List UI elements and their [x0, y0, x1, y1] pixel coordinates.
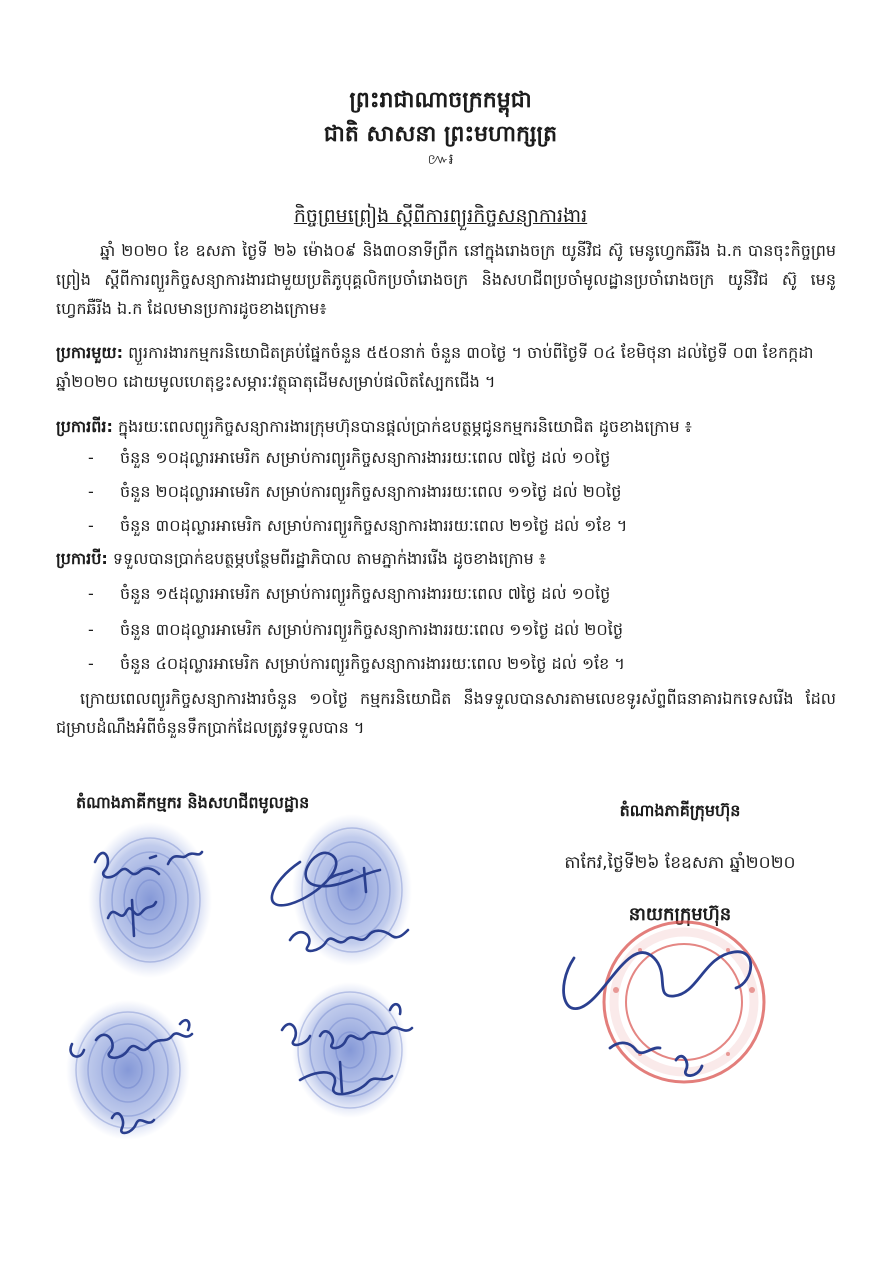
national-motto-line1: ព្រះរាជាណាចក្រកម្ពុជា: [349, 88, 532, 113]
clause-3-text: ទទួលបានប្រាក់ឧបត្ថម្ភបន្ថែមពីរដ្ឋាភិបាល តាមភ្នាក់ងាររើង ដូចខាងក្រោម ៖: [112, 549, 546, 568]
worker-representative-heading: តំណាងភាគីកម្មករ និងសហជីពមូលដ្ឋាន: [76, 793, 310, 812]
clause-3-label: ប្រការបី:: [56, 549, 108, 568]
clause-3-item-3: - ចំនួន ៤០ដុល្លារអាមេរិក សម្រាប់ការព្យួរកិច្ចសន្យាការងាររយៈពេល ២១ថ្ងៃ ដល់ ១ខែ ។: [88, 654, 625, 673]
thumbprint-4: [292, 982, 408, 1118]
clause-2-item-1: - ចំនួន ១០ដុល្លារអាមេរិក សម្រាប់ការព្យួរកិច្ចសន្យាការងាររយៈពេល ៧ថ្ងៃ ដល់ ១០ថ្ងៃ: [88, 448, 611, 467]
thumbprint-1: [88, 822, 212, 978]
clause-2-item-3: - ចំនួន ៣០ដុល្លារអាមេរិក សម្រាប់ការព្យួរកិច្ចសន្យាការងាររយៈពេល ២១ថ្ងៃ ដល់ ១ខែ ។: [88, 516, 628, 535]
thumbprint-3: [66, 1000, 190, 1140]
signing-date: តាកែវ,ថ្ងៃទី២៦ ខែឧសភា ឆ្នាំ២០២០: [564, 853, 796, 873]
national-motto-line2: ជាតិ សាសនា ព្រះមហាក្សត្រ: [323, 122, 558, 147]
clause-2-text: ក្នុងរយៈពេលព្យួរកិច្ចសន្យាការងារក្រុមហ៊ុនបានផ្តល់ប្រាក់ឧបត្ថម្ភជូនកម្មករនិយោជិត ដូចខាងក្រោម ៖: [117, 417, 692, 436]
clause-1-label: ប្រការមួយ:: [56, 343, 124, 362]
clause-3-item-2: - ចំនួន ៣០ដុល្លារអាមេរិក សម្រាប់ការព្យួរកិច្ចសន្យាការងាររយៈពេល ១១ថ្ងៃ ដល់ ២០ថ្ងៃ: [88, 620, 623, 639]
clause-2-item-2: - ចំនួន ២០ដុល្លារអាមេរិក សម្រាប់ការព្យួរកិច្ចសន្យាការងាររយៈពេល ១១ថ្ងៃ ដល់ ២០ថ្ងៃ: [88, 482, 622, 501]
closing-paragraph: ក្រោយពេលព្យួរកិច្ចសន្យាការងារចំនួន ១០ថ្ងៃ កម្មករនិយោជិត នឹងទទួលបានសារតាមលេខទូរស័ព្ទពីធនាគារឯកទេសរើង ដែលជម្រាបដំណឹងអំពីចំនួនទឹកប្រាក់ដែលត្រូវទទួលបាន ។: [56, 689, 836, 737]
clause-3-item-1: - ចំនួន ១៥ដុល្លារអាមេរិក សម្រាប់ការព្យួរកិច្ចសន្យាការងាររយៈពេល ៧ថ្ងៃ ដល់ ១០ថ្ងៃ: [88, 584, 611, 603]
company-representative-heading: តំណាងភាគីក្រុមហ៊ុន: [619, 801, 741, 820]
clause-2-label: ប្រការពីរ:: [56, 417, 113, 436]
company-director-title: នាយកក្រុមហ៊ុន: [628, 904, 732, 925]
document-title: កិច្ចព្រមព្រៀង ស្តីពីការព្យួរកិច្ចសន្យាការងារ: [293, 205, 588, 227]
header-ornament: ៚៛: [427, 150, 454, 168]
clause-1-text: ព្យួរការងារកម្មករនិយោជិតគ្រប់ផ្នែកចំនួន ៥៥០នាក់ ចំនួន ៣០ថ្ងៃ ។ ចាប់ពីថ្ងៃទី ០៤ ខែមិថុនា ដល់ថ្ងៃទី ០៣ ខែកក្កដា ឆ្នាំ២០២០ ដោយមូលហេតុខ្វះសម្ភារៈវត្ថុធាតុដើមសម្រាប់ផលិតស្បែកជើង ។: [56, 343, 814, 391]
intro-paragraph: ឆ្នាំ ២០២០ ខែ ឧសភា ថ្ងៃទី ២៦ ម៉ោង០៩ និង៣០នាទីព្រឹក នៅក្នុងរោងចក្រ យូនីវិជ ស៊ូ មេនូហ្វេកឆឺរីង ឯ.ក បានចុះកិច្ចព្រមព្រៀង ស្តីពីការព្យួរកិច្ចសន្យាការងារជាមួយប្រតិភូបុគ្គលិកប្រចាំរោងចក្រ និងសហជីពប្រចាំមូលដ្ឋានប្រចាំរោងចក្រ យូនីវិជ ស៊ូ មេនូហ្វេកឆឺរីង ឯ.ក ដែលមានប្រការដូចខាងក្រោម៖: [56, 241, 836, 318]
